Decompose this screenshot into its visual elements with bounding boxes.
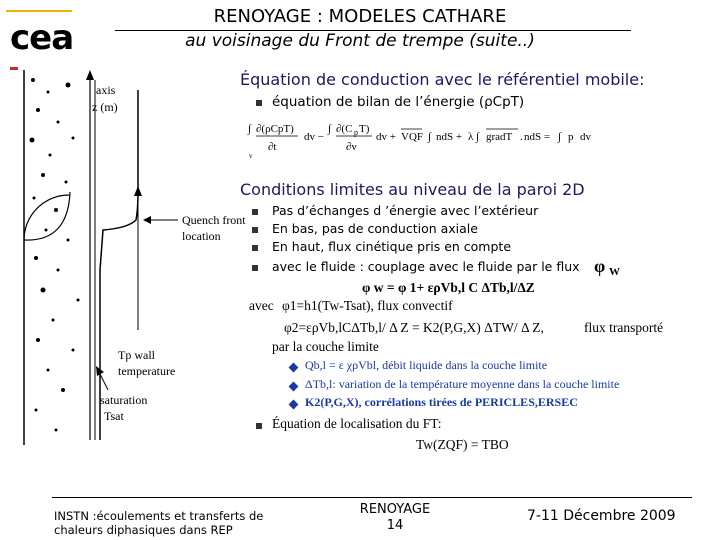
- footer-date: 7-11 Décembre 2009: [527, 508, 676, 524]
- bullet-item: En bas, pas de conduction axiale: [272, 221, 478, 236]
- logo-red-dash: [10, 67, 18, 70]
- figure-sat-label-1: saturation: [100, 393, 148, 407]
- footer-page-number: 14: [386, 518, 404, 533]
- svg-text:VQF: VQF: [401, 131, 424, 143]
- page-title: RENOYAGE : MODELES CATHARE: [213, 6, 507, 27]
- localisation-equation: Tw(ZQF) = TBO: [416, 437, 509, 452]
- sub-bullet-item: K2(P,G,X), corrélations tirées de PERICLES,ERSEC: [305, 395, 578, 409]
- svg-text:p: p: [354, 128, 358, 137]
- svg-text:gradT: gradT: [486, 131, 513, 143]
- svg-text:dv −: dv −: [304, 131, 324, 143]
- sub-bullet-item: ΔTb,l: variation de la température moyenne dans la couche limite: [305, 377, 620, 391]
- figure-tp-label-2: temperature: [118, 364, 176, 378]
- bullet-marker: [252, 209, 258, 215]
- figure-tp-label-1: Tp wall: [118, 348, 155, 362]
- footer-left-line2: chaleurs diphasiques dans REP: [54, 523, 233, 537]
- sub-bullet-item: Qb,l = ε χρVbl, débit liquide dans la couche limite: [305, 358, 548, 372]
- phi1-equation: φ1=h1(Tw-Tsat), flux convectif: [282, 298, 453, 313]
- bullet-marker: [252, 265, 258, 271]
- svg-text:.: .: [520, 131, 523, 143]
- phi2-equation-tail: flux transporté: [584, 320, 664, 335]
- bullet-marker: [252, 227, 258, 233]
- footer-divider: [52, 497, 692, 498]
- section-heading-boundary: Conditions limites au niveau de la paroi 2D: [240, 180, 585, 199]
- localisation-bullet: Équation de localisation du FT:: [272, 416, 442, 431]
- figure-quench-label-2: location: [182, 229, 221, 243]
- conduction-equation: [246, 120, 620, 164]
- svg-text:∂(C: ∂(C: [336, 123, 353, 135]
- svg-text:T): T): [359, 123, 370, 135]
- svg-text:ndS +: ndS +: [436, 131, 463, 143]
- svg-text:dv: dv: [580, 131, 591, 143]
- svg-text:v: v: [249, 152, 253, 160]
- flux-symbol: φ: [594, 256, 606, 276]
- svg-text:∂(ρCpT): ∂(ρCpT): [256, 123, 294, 135]
- bullet-item: En haut, flux cinétique pris en compte: [272, 239, 512, 254]
- bullet-item: Pas d’échanges d ’énergie avec l’extérieur: [272, 203, 539, 218]
- flux-subscript: W: [609, 266, 620, 278]
- svg-text:∫: ∫: [428, 131, 432, 143]
- svg-text:dv +: dv +: [376, 131, 396, 143]
- bullet-item: avec le fluide : couplage avec le fluide par le flux: [272, 259, 580, 274]
- svg-text:ndS =: ndS =: [524, 131, 551, 143]
- bullet-energy-balance: équation de bilan de l’énergie (ρCpT): [272, 94, 525, 110]
- sub-bullet-marker: [289, 400, 299, 410]
- droplet-dots: [30, 78, 80, 432]
- figure-z-label: z (m): [92, 100, 118, 114]
- svg-text:∫: ∫: [476, 131, 480, 143]
- svg-text:p: p: [568, 131, 574, 143]
- avec-label: avec: [249, 298, 274, 313]
- bullet-marker: [252, 245, 258, 251]
- z-axis-arrow: [86, 70, 94, 80]
- page-subtitle: au voisinage du Front de trempe (suite..): [185, 31, 535, 51]
- phi2-equation-cont: par la couche limite: [272, 339, 379, 354]
- phi2-equation: φ2=ερVb,lCΔTb,l/ Δ Z = K2(P,G,X) ΔTW/ Δ Z,: [284, 320, 544, 335]
- sub-bullet-marker: [289, 382, 299, 392]
- figure-quench-label-1: Quench front: [182, 213, 246, 227]
- bullet-marker: [256, 423, 262, 429]
- flux-equation: φ w = φ 1+ ερVb,l C ΔTb,l/ΔZ: [362, 280, 535, 295]
- svg-text:∂t: ∂t: [268, 141, 277, 153]
- cea-logo: cea: [10, 18, 74, 58]
- svg-text:∫: ∫: [558, 131, 562, 143]
- wall-temperature-curve: [100, 90, 138, 440]
- bullet-marker: [256, 100, 262, 106]
- sub-bullet-marker: [289, 363, 299, 373]
- section-heading-conduction: Équation de conduction avec le référentiel mobile:: [240, 70, 645, 89]
- figure-axis-label: axis: [96, 83, 116, 97]
- figure-sat-label-2: Tsat: [104, 409, 124, 423]
- svg-text:λ: λ: [468, 131, 474, 143]
- footer-left-line1: INSTN :écoulements et transferts de: [54, 509, 264, 523]
- svg-text:∫: ∫: [248, 123, 252, 135]
- svg-text:∂v: ∂v: [346, 141, 357, 153]
- footer-center-line1: RENOYAGE: [359, 502, 431, 517]
- svg-text:∫: ∫: [328, 123, 332, 135]
